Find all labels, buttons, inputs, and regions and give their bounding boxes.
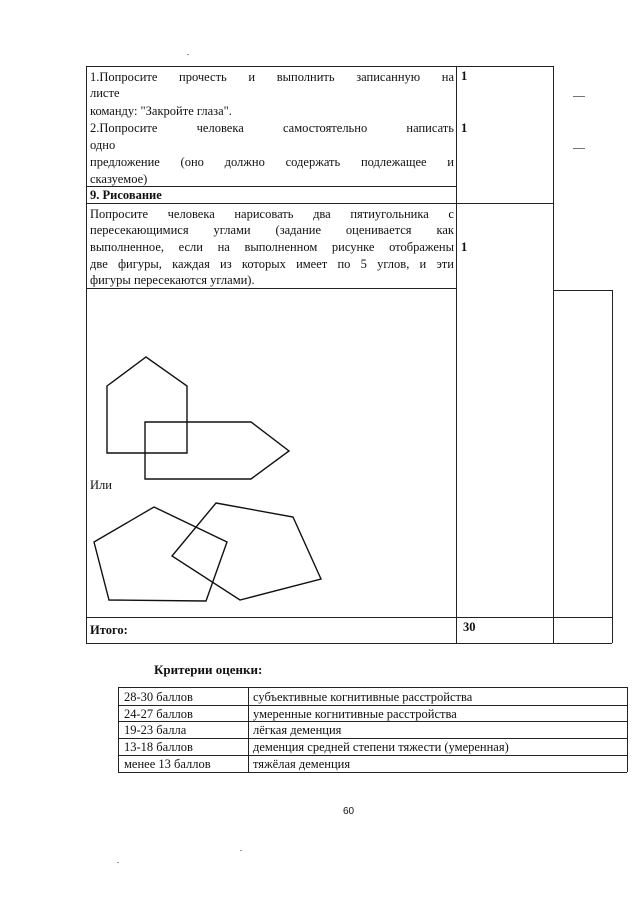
criteria-desc: умеренные когнитивные расстройства: [253, 707, 457, 721]
word: Попросите: [90, 207, 149, 221]
word: содержать: [285, 155, 341, 169]
section8-line6: [90, 154, 454, 170]
criteria-desc: тяжёлая деменция: [253, 757, 351, 771]
word: из: [220, 257, 232, 271]
pentagon-drawings: [86, 289, 456, 617]
word: самостоятельно: [282, 121, 368, 135]
word: углов,: [377, 257, 410, 271]
section8-result-2: —: [573, 140, 585, 154]
word: выполненное,: [90, 240, 165, 254]
table-border-top: [86, 66, 553, 67]
section8-line2: листе: [90, 86, 120, 100]
scan-speck: [187, 54, 189, 55]
word: фигуры,: [117, 257, 162, 271]
criteria-desc: лёгкая деменция: [253, 723, 342, 737]
section9-score: 1: [461, 240, 468, 254]
word: рисунке: [331, 240, 375, 254]
word: эти: [436, 257, 454, 271]
word: две: [90, 257, 108, 271]
criteria-border-left: [118, 687, 119, 772]
word: и: [419, 257, 427, 271]
scan-speck: [240, 850, 242, 851]
section8-result-1: —: [573, 88, 585, 102]
word: прочесть: [179, 70, 227, 84]
pentagon-arrow: [145, 422, 289, 479]
criteria-border-bottom: [118, 772, 627, 773]
word: написать: [406, 121, 454, 135]
table-border-bottom: [86, 643, 612, 644]
section9-line1: [90, 206, 454, 222]
word: 1.Попросите: [90, 70, 158, 84]
criteria-desc: субъективные когнитивные расстройства: [253, 690, 473, 704]
word: каждая: [172, 257, 210, 271]
word: если: [178, 240, 203, 254]
section8-score-1: 1: [461, 69, 468, 83]
pentagon-house: [107, 357, 187, 453]
word: на: [217, 240, 230, 254]
word: пятиугольника: [350, 207, 429, 221]
word: с: [448, 207, 454, 221]
word: пересекающимися: [90, 223, 189, 237]
word: подлежащее: [360, 155, 427, 169]
section8-score-2: 1: [461, 121, 468, 135]
word: предложение: [90, 155, 160, 169]
criteria-range: 28-30 баллов: [124, 690, 193, 704]
table-border-right-lower: [612, 290, 613, 643]
criteria-range: менее 13 баллов: [124, 757, 211, 771]
word: два: [313, 207, 331, 221]
word: и: [447, 155, 454, 169]
word: отображены: [389, 240, 454, 254]
word: по: [337, 257, 351, 271]
word: и: [248, 70, 256, 84]
section9-line3: [90, 239, 454, 255]
criteria-border-top: [118, 687, 627, 688]
row-divider-9-heading: [86, 203, 553, 204]
word: человека: [167, 207, 215, 221]
criteria-range: 19-23 балла: [124, 723, 187, 737]
table-col-divider-right: [553, 66, 554, 643]
word: (оно: [180, 155, 204, 169]
table-col-divider-score: [456, 66, 457, 643]
criteria-col-divider: [248, 687, 249, 772]
section8-line3: команду: "Закройте глаза".: [90, 104, 232, 118]
word: должно: [224, 155, 265, 169]
criteria-title: Критерии оценки:: [154, 662, 263, 677]
word: человека: [196, 121, 244, 135]
section9-line2: [90, 222, 454, 238]
criteria-range: 24-27 баллов: [124, 707, 193, 721]
page-number: 60: [343, 806, 355, 817]
word: имеет: [296, 257, 328, 271]
section8-line7: сказуемое): [90, 172, 148, 186]
word: оценивается: [345, 223, 412, 237]
word: которых: [241, 257, 286, 271]
word: записанную: [356, 70, 421, 84]
word: (задание: [275, 223, 322, 237]
word: как: [436, 223, 454, 237]
scan-speck: [117, 862, 119, 863]
or-label: Или: [90, 478, 112, 492]
word: 5: [360, 257, 367, 271]
row-divider-right: [553, 290, 612, 291]
criteria-border-right: [627, 687, 628, 772]
section8-line5: одно: [90, 138, 116, 152]
word: выполнить: [276, 70, 335, 84]
pentagon-right: [172, 503, 321, 600]
section8-line4: [90, 120, 454, 136]
row-divider-total: [86, 617, 612, 618]
total-value: 30: [463, 620, 476, 634]
word: нарисовать: [234, 207, 294, 221]
section9-line5: фигуры пересекаются углами).: [90, 273, 255, 287]
section8-line1: [90, 69, 454, 85]
criteria-desc: деменция средней степени тяжести (умеренная): [253, 740, 509, 754]
pentagon-left: [94, 507, 227, 601]
word: выполненном: [244, 240, 318, 254]
word: на: [441, 70, 454, 84]
total-label: Итого:: [90, 623, 128, 637]
section9-line4: [90, 256, 454, 272]
section9-heading: 9. Рисование: [90, 188, 162, 202]
word: углами: [213, 223, 251, 237]
word: 2.Попросите: [90, 121, 158, 135]
criteria-range: 13-18 баллов: [124, 740, 193, 754]
